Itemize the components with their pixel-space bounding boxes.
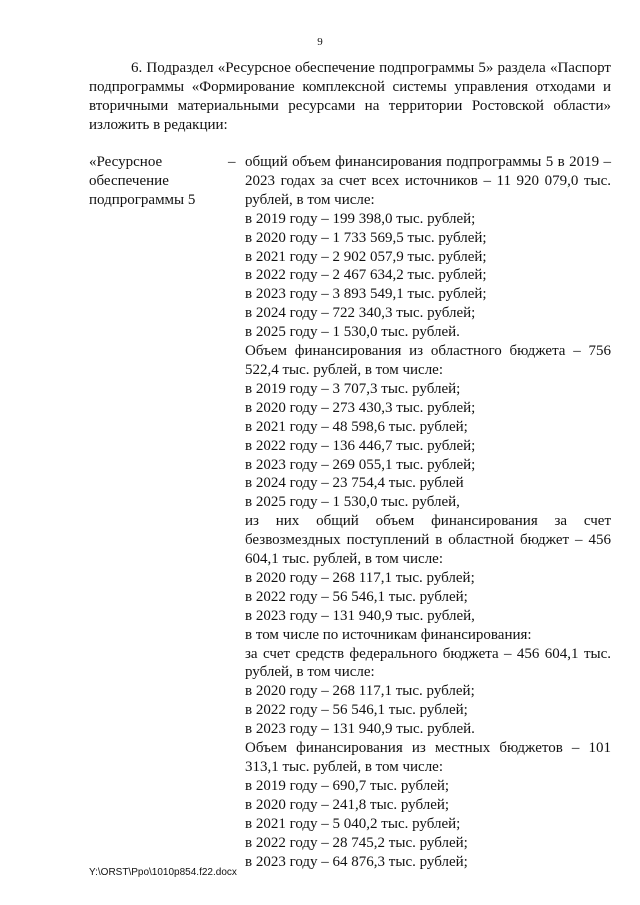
intro-paragraph: 6. Подраздел «Ресурсное обеспечение подпрограммы 5» раздела «Паспорт подпрограммы «Формирование комплексной системы управления отходами и вторичными материальными ресурсами на территории Ростовской области» изложить в редакции:	[89, 60, 611, 133]
total-year-2021: в 2021 году – 2 902 057,9 тыс. рублей;	[245, 248, 487, 265]
federal-year-2020: в 2020 году – 268 117,1 тыс. рублей;	[245, 683, 475, 700]
by-sources-text: в том числе по источникам финансирования:	[245, 626, 532, 643]
total-year-2020: в 2020 году – 1 733 569,5 тыс. рублей;	[245, 229, 487, 246]
local-year-2022: в 2022 году – 28 745,2 тыс. рублей;	[245, 834, 468, 851]
local-year-2020: в 2020 году – 241,8 тыс. рублей;	[245, 796, 450, 813]
regional-year-2019: в 2019 году – 3 707,3 тыс. рублей;	[245, 380, 461, 397]
regional-year-2021: в 2021 году – 48 598,6 тыс. рублей;	[245, 418, 468, 435]
total-year-2024: в 2024 году – 722 340,3 тыс. рублей;	[245, 305, 476, 322]
gratuitous-year-2023: в 2023 году – 131 940,9 тыс. рублей,	[245, 607, 475, 624]
total-year-2025: в 2025 году – 1 530,0 тыс. рублей.	[245, 324, 460, 341]
label-dash: –	[228, 154, 236, 170]
total-funding-text: общий объем финансирования подпрограммы 5 в 2019 – 2023 годах за счет всех источников – 11 920 079,0 тыс. рублей, в том числе:	[245, 154, 611, 208]
regional-year-2022: в 2022 году – 136 446,7 тыс. рублей;	[245, 437, 476, 454]
federal-year-2023: в 2023 году – 131 940,9 тыс. рублей.	[245, 721, 475, 738]
page-number: 9	[317, 36, 323, 48]
gratuitous-year-2020: в 2020 году – 268 117,1 тыс. рублей;	[245, 569, 475, 586]
total-year-2023: в 2023 году – 3 893 549,1 тыс. рублей;	[245, 286, 487, 303]
local-funding-text: Объем финансирования из местных бюджетов – 101 313,1 тыс. рублей, в том числе:	[245, 740, 611, 775]
local-year-2021: в 2021 году – 5 040,2 тыс. рублей;	[245, 815, 461, 832]
federal-year-2022: в 2022 году – 56 546,1 тыс. рублей;	[245, 702, 468, 719]
funding-content	[245, 153, 611, 871]
footer-file-path: Y:\ORST\Ppo\1010p854.f22.docx	[89, 867, 237, 878]
federal-funding-text: за счет средств федерального бюджета – 456 604,1 тыс. рублей, в том числе:	[245, 645, 611, 681]
local-year-2023: в 2023 году – 64 876,3 тыс. рублей;	[245, 853, 468, 870]
regional-year-2024: в 2024 году – 23 754,4 тыс. рублей	[245, 475, 464, 492]
total-year-2022: в 2022 году – 2 467 634,2 тыс. рублей;	[245, 267, 487, 284]
local-year-2019: в 2019 году – 690,7 тыс. рублей;	[245, 777, 450, 794]
regional-funding-text: Объем финансирования из областного бюджета – 756 522,4 тыс. рублей, в том числе:	[245, 343, 611, 378]
gratuitous-year-2022: в 2022 году – 56 546,1 тыс. рублей;	[245, 588, 468, 605]
gratuitous-funding-text: из них общий объем финансирования за счет безвозмездных поступлений в областной бюджет – 456 604,1 тыс. рублей, в том числе:	[245, 513, 611, 568]
total-year-2019: в 2019 году – 199 398,0 тыс. рублей;	[245, 210, 476, 227]
regional-year-2025: в 2025 году – 1 530,0 тыс. рублей,	[245, 494, 460, 511]
section-label: «Ресурсное обеспечение подпрограммы 5	[89, 154, 196, 208]
regional-year-2020: в 2020 году – 273 430,3 тыс. рублей;	[245, 399, 476, 416]
regional-year-2023: в 2023 году – 269 055,1 тыс. рублей;	[245, 456, 476, 473]
